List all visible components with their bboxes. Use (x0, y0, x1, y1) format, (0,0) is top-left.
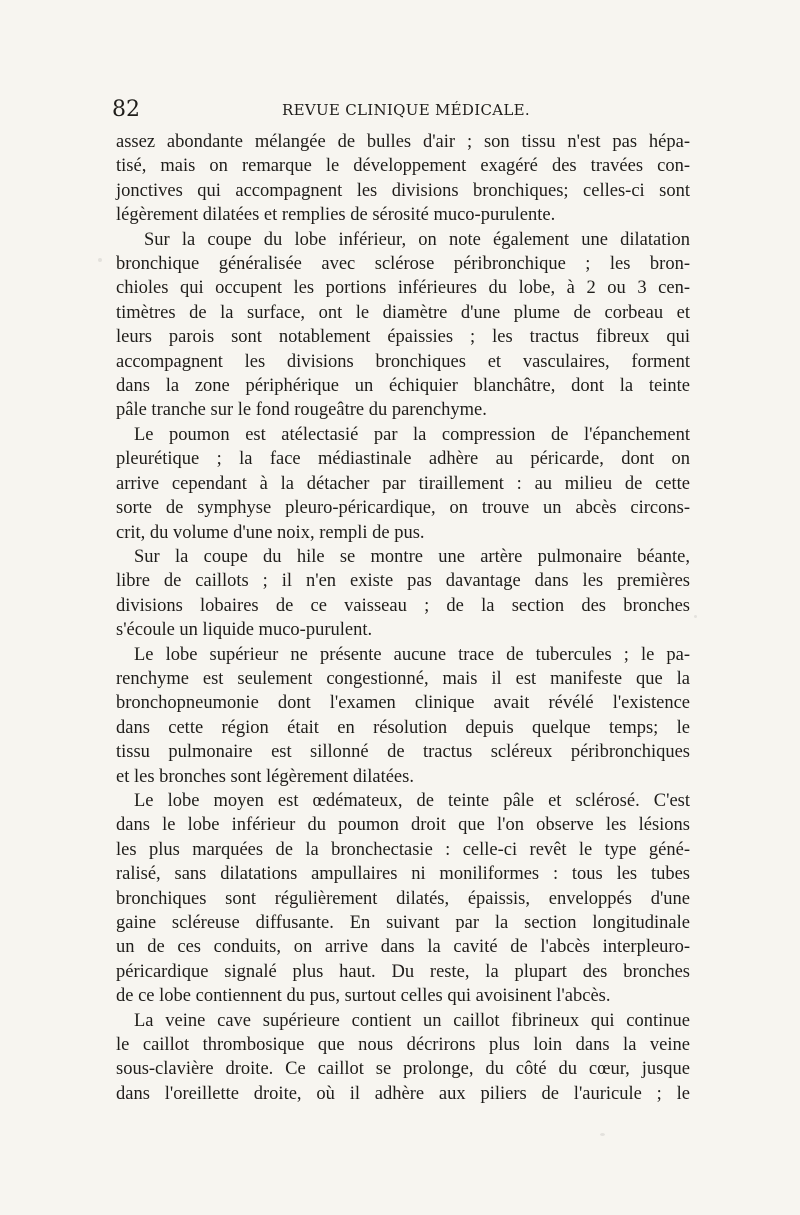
text-line: péricardique signalé plus haut. Du reste, la plupart des bronches (116, 961, 690, 982)
paragraph (116, 423, 690, 545)
text-line: sous-clavière droite. Ce caillot se prolonge, du côté du cœur, jusque (116, 1059, 690, 1080)
text-line: leurs parois sont notablement épaissies ; les tractus fibreux qui (116, 327, 690, 348)
text-line: Le lobe moyen est œdémateux, de teinte pâle et sclérosé. C'est (134, 790, 690, 811)
page-number: 82 (112, 97, 140, 122)
text-line: les plus marquées de la bronchectasie : celle-ci revêt le type géné- (116, 839, 690, 860)
paragraph (116, 545, 690, 643)
text-line: bronchiques sont régulièrement dilatés, épaissis, enveloppés d'une (116, 888, 690, 909)
text-line: libre de caillots ; il n'en existe pas davantage dans les premières (116, 571, 690, 592)
text-line: un de ces conduits, on arrive dans la cavité de l'abcès interpleuro- (116, 937, 690, 958)
text-line: Le lobe supérieur ne présente aucune trace de tubercules ; le pa- (134, 644, 690, 665)
text-line: sorte de symphyse pleuro-péricardique, on trouve un abcès circons- (116, 498, 690, 519)
text-line: renchyme est seulement congestionné, mais il est manifeste que la (116, 668, 690, 689)
paragraph (116, 643, 690, 789)
text-line: bronchique généralisée avec sclérose péribronchique ; les bron- (116, 254, 690, 275)
body-text (116, 130, 690, 1106)
text-line: arrive cependant à la détacher par tiraillement : au milieu de cette (116, 473, 690, 494)
text-line: crit, du volume d'une noix, rempli de pus. (116, 522, 425, 543)
text-line: pleurétique ; la face médiastinale adhère au péricarde, dont on (116, 449, 690, 470)
text-line: dans la zone périphérique un échiquier blanchâtre, dont la teinte (116, 376, 690, 397)
paragraph (116, 1009, 690, 1107)
text-line: divisions lobaires de ce vaisseau ; de la section des bronches (116, 595, 690, 616)
paragraph (116, 228, 690, 423)
text-line: dans cette région était en résolution depuis quelque temps; le (116, 717, 690, 738)
text-line: pâle tranche sur le fond rougeâtre du parenchyme. (116, 400, 487, 421)
text-line: tisé, mais on remarque le développement exagéré des travées con- (116, 156, 690, 177)
text-line: Le poumon est atélectasié par la compression de l'épanchement (134, 424, 690, 445)
text-line: Sur la coupe du hile se montre une artère pulmonaire béante, (134, 546, 690, 567)
text-line: et les bronches sont légèrement dilatées. (116, 766, 414, 787)
text-line: gaine scléreuse diffusante. En suivant par la section longitudinale (116, 913, 690, 933)
running-title: REVUE CLINIQUE MÉDICALE. (282, 101, 530, 119)
text-line: bronchopneumonie dont l'examen clinique avait révélé l'existence (116, 693, 690, 714)
scan-speck (694, 615, 697, 618)
scan-speck (600, 1133, 605, 1136)
text-line: ralisé, sans dilatations ampullaires ni moniliformes : tous les tubes (116, 864, 690, 885)
text-line: le caillot thrombosique que nous décrirons plus loin dans la veine (116, 1035, 690, 1056)
text-line: Sur la coupe du lobe inférieur, on note également une dilatation (144, 229, 690, 250)
text-line: s'écoule un liquide muco-purulent. (116, 620, 373, 641)
text-line: assez abondante mélangée de bulles d'air ; son tissu n'est pas hépa- (116, 132, 690, 152)
text-line: dans l'oreillette droite, où il adhère aux piliers de l'auricule ; le (116, 1083, 690, 1104)
text-line: timètres de la surface, ont le diamètre d'une plume de corbeau et (116, 302, 690, 323)
text-line: chioles qui occupent les portions inférieures du lobe, à 2 ou 3 cen- (116, 278, 690, 299)
text-line: accompagnent les divisions bronchiques et vasculaires, forment (116, 351, 690, 372)
page-header (112, 96, 702, 124)
text-line: dans le lobe inférieur du poumon droit que l'on observe les lésions (116, 815, 690, 836)
text-line: légèrement dilatées et remplies de sérosité muco-purulente. (116, 205, 556, 226)
text-line: de ce lobe contiennent du pus, surtout celles qui avoisinent l'abcès. (116, 986, 611, 1007)
scan-speck (98, 258, 102, 262)
text-line: tissu pulmonaire est sillonné de tractus scléreux péribronchiques (116, 742, 690, 763)
paragraph (116, 130, 690, 228)
text-line: jonctives qui accompagnent les divisions bronchiques; celles-ci sont (116, 180, 690, 201)
text-line: La veine cave supérieure contient un caillot fibrineux qui continue (134, 1010, 690, 1031)
paragraph (116, 789, 690, 1009)
